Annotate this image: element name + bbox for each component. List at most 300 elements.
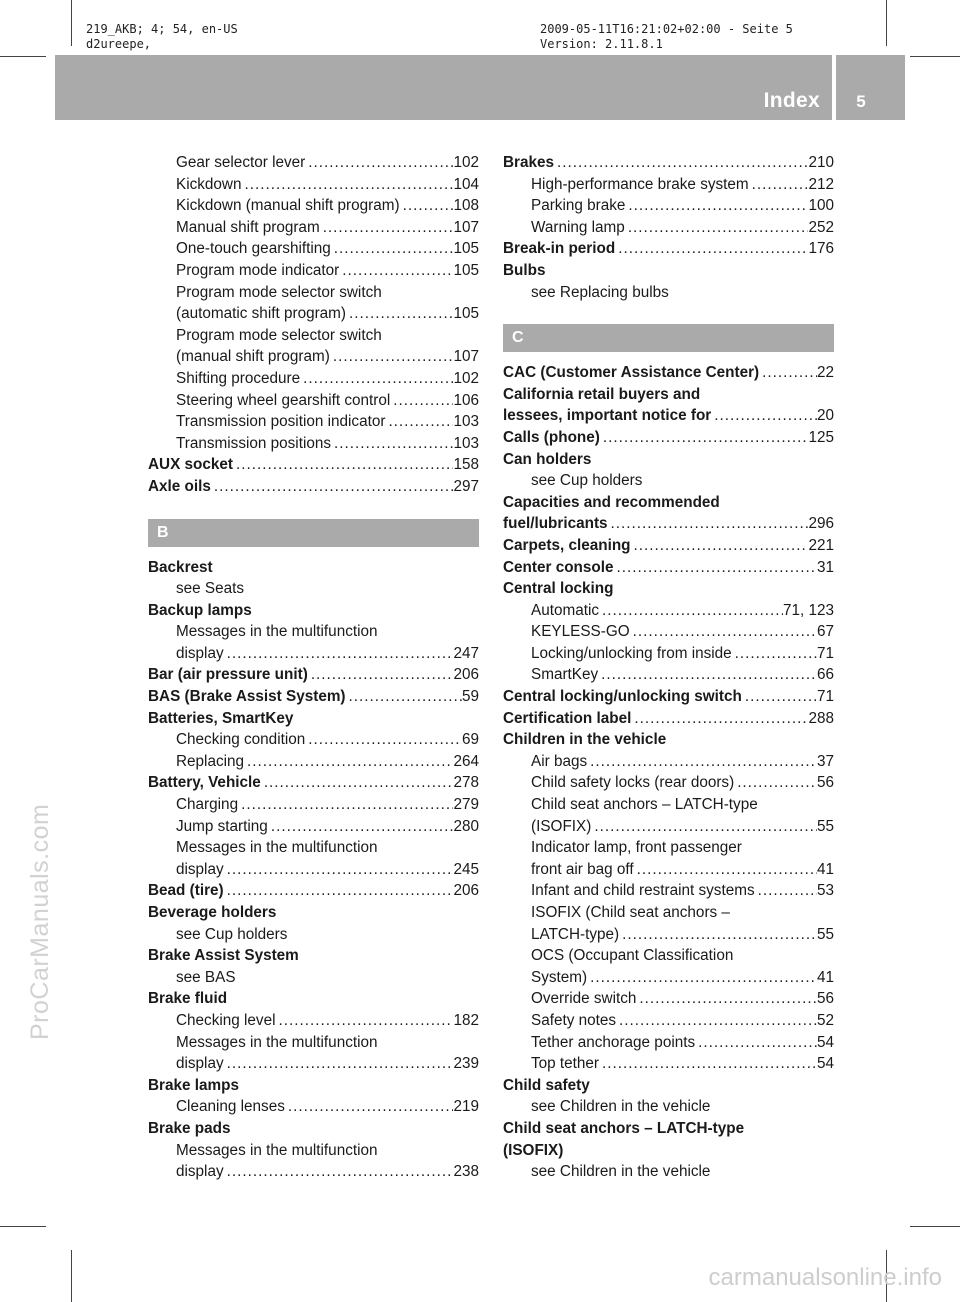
index-subentry [148, 217, 479, 239]
crop-mark [910, 56, 960, 57]
page-reference: 108 [453, 197, 479, 215]
entry-text: Calls (phone) [503, 428, 600, 446]
index-entry [148, 664, 479, 686]
entry-text: Backup lamps [148, 601, 252, 619]
index-subentry [503, 217, 834, 239]
entry-text: Bulbs [503, 261, 546, 279]
index-entry [148, 686, 479, 708]
page-reference: 182 [453, 1011, 479, 1029]
page-reference: 296 [808, 515, 834, 533]
index-column-right [503, 152, 834, 1183]
page-reference: 71 [816, 688, 834, 706]
entry-text: Transmission position indicator [176, 413, 386, 431]
index-subentry [148, 1053, 479, 1075]
index-entry [148, 945, 479, 967]
page-reference: 219 [453, 1098, 479, 1116]
entry-text: see Seats [176, 580, 245, 598]
page-reference: 158 [453, 456, 479, 474]
index-subentry [148, 303, 479, 325]
page-reference: 56 [816, 774, 834, 792]
entry-text: Can holders [503, 450, 592, 468]
page-reference: 103 [453, 434, 479, 452]
entry-text: Messages in the multifunction [176, 1033, 378, 1051]
page-reference: 106 [453, 391, 479, 409]
index-subentry [148, 433, 479, 455]
index-subentry [148, 174, 479, 196]
entry-text: Cleaning lenses [176, 1098, 285, 1116]
entry-text: see Cup holders [531, 472, 643, 490]
index-subentry [148, 1032, 479, 1054]
page-reference: 53 [816, 882, 834, 900]
index-entry [148, 902, 479, 924]
index-entry [503, 557, 834, 579]
page-reference: 105 [453, 261, 479, 279]
crop-mark [71, 0, 72, 46]
crop-mark [0, 1226, 46, 1227]
entry-text: Checking level [176, 1011, 276, 1029]
dot-leader [554, 152, 808, 174]
entry-text: Jump starting [176, 817, 268, 835]
index-subentry [503, 945, 834, 967]
dot-leader [616, 1010, 817, 1032]
page-reference: 245 [453, 860, 479, 878]
index-subentry [503, 1096, 834, 1118]
index-entry [148, 557, 479, 579]
index-entry [503, 384, 834, 406]
index-subentry [503, 470, 834, 492]
entry-text: Bead (tire) [148, 882, 224, 900]
entry-text: Program mode selector switch [176, 326, 382, 344]
dot-leader [630, 621, 817, 643]
dot-leader [244, 751, 453, 773]
page-reference: 55 [816, 925, 834, 943]
page-reference: 221 [808, 536, 834, 554]
dot-leader [625, 217, 809, 239]
page-title: Index [763, 89, 820, 112]
dot-leader [241, 174, 453, 196]
entry-text: (ISOFIX) [503, 1141, 564, 1159]
index-subentry [148, 195, 479, 217]
footer-watermark: carmanualsonline.info [708, 1264, 942, 1291]
page-reference: 210 [808, 154, 834, 171]
dot-leader [224, 1161, 454, 1183]
index-subentry [148, 816, 479, 838]
entry-text: see Cup holders [176, 925, 288, 943]
entry-text: Override switch [531, 990, 637, 1008]
dot-leader [625, 195, 808, 217]
entry-text: see Children in the vehicle [531, 1098, 711, 1116]
entry-text: LATCH-type) [531, 925, 620, 943]
entry-text: Checking condition [176, 731, 306, 749]
index-subentry [503, 621, 834, 643]
page-reference: 22 [816, 364, 834, 382]
entry-text: Shifting procedure [176, 369, 301, 387]
index-entry [503, 405, 834, 427]
dot-leader [275, 1010, 453, 1032]
print-metadata-right [540, 22, 793, 52]
page-reference: 252 [808, 218, 834, 236]
entry-text: Messages in the multifunction [176, 623, 378, 641]
entry-text: Brake pads [148, 1119, 231, 1137]
page-reference: 55 [816, 817, 834, 835]
entry-text: System) [531, 968, 588, 986]
dot-leader [587, 967, 817, 989]
dot-leader [599, 1053, 817, 1075]
entry-text: fuel/lubricants [503, 515, 608, 533]
index-subentry [148, 325, 479, 347]
page-reference: 54 [816, 1055, 834, 1073]
page-reference: 54 [816, 1033, 834, 1051]
dot-leader [631, 708, 808, 730]
index-entry [503, 578, 834, 600]
dot-leader [211, 476, 454, 498]
index-subentry [503, 1010, 834, 1032]
index-entry [503, 686, 834, 708]
index-subentry [503, 772, 834, 794]
page-reference: 31 [816, 558, 834, 576]
entry-text: Infant and child restraint systems [531, 882, 755, 900]
index-entry [148, 600, 479, 622]
entry-text: California retail buyers and [503, 385, 701, 403]
entry-text: front air bag off [531, 860, 634, 878]
section-letter-header: C [503, 324, 834, 352]
dot-leader [591, 816, 817, 838]
index-entry [148, 454, 479, 476]
entry-text: Beverage holders [148, 904, 277, 921]
index-entry [503, 152, 834, 174]
index-subentry [148, 1096, 479, 1118]
index-entry [503, 492, 834, 514]
page-reference: 279 [453, 796, 479, 814]
entry-text: Top tether [531, 1055, 600, 1073]
entry-text: Child safety [503, 1076, 590, 1094]
page-reference: 176 [808, 240, 834, 258]
page-reference: 212 [808, 175, 834, 193]
dot-leader [755, 880, 817, 902]
dot-leader [734, 772, 817, 794]
index-entry [148, 1075, 479, 1097]
dot-leader [268, 816, 454, 838]
page-reference: 264 [453, 752, 479, 770]
index-subentry [503, 1053, 834, 1075]
page-reference: 107 [453, 348, 479, 366]
entry-text: Indicator lamp, front passenger [531, 839, 742, 857]
entry-text: Kickdown [176, 175, 242, 193]
entry-text: Warning lamp [531, 218, 625, 236]
entry-text: Locking/unlocking from inside [531, 644, 732, 662]
index-entry [503, 708, 834, 730]
dot-leader [224, 643, 454, 665]
index-subentry [503, 643, 834, 665]
page-reference: 52 [816, 1011, 834, 1029]
dot-leader [599, 600, 783, 622]
page-reference: 56 [816, 990, 834, 1008]
entry-text: Battery, Vehicle [148, 774, 261, 792]
dot-leader [759, 362, 817, 384]
dot-leader [615, 238, 808, 260]
entry-text: Children in the vehicle [503, 731, 667, 749]
print-metadata-line: 2009-05-11T16:21:02+02:00 - Seite 5 [540, 22, 793, 36]
page-reference: 103 [453, 413, 479, 431]
index-entry [503, 238, 834, 260]
dot-leader [261, 772, 454, 794]
page-reference: 66 [816, 666, 834, 684]
page-reference: 280 [453, 817, 479, 835]
page-reference: 59 [461, 688, 479, 706]
entry-text: Charging [176, 796, 239, 814]
index-subentry [148, 794, 479, 816]
dot-leader [608, 513, 809, 535]
index-subentry [503, 880, 834, 902]
entry-text: (ISOFIX) [531, 817, 592, 835]
entry-text: SmartKey [531, 666, 599, 684]
index-subentry [148, 368, 479, 390]
dot-leader [619, 924, 817, 946]
dot-leader [224, 859, 454, 881]
dot-leader [330, 346, 454, 368]
crop-mark [910, 1226, 960, 1227]
page-reference: 239 [453, 1055, 479, 1073]
dot-leader [233, 454, 453, 476]
entry-text: (manual shift program) [176, 348, 330, 366]
index-entry [503, 729, 834, 751]
entry-text: Brakes [503, 154, 555, 171]
dot-leader [331, 238, 454, 260]
crop-mark [71, 1250, 72, 1302]
page-reference: 105 [453, 240, 479, 258]
entry-text: Brake fluid [148, 990, 228, 1008]
entry-text: Messages in the multifunction [176, 839, 378, 857]
page-reference: 100 [808, 197, 834, 215]
index-subentry [503, 967, 834, 989]
entry-text: Gear selector lever [176, 154, 306, 171]
dot-leader [346, 303, 453, 325]
dot-leader [587, 751, 817, 773]
dot-leader [600, 427, 809, 449]
dot-leader [614, 557, 817, 579]
entry-text: see BAS [176, 968, 236, 986]
dot-leader [320, 217, 454, 239]
crop-mark [886, 0, 887, 46]
index-subentry [503, 664, 834, 686]
index-entry [148, 708, 479, 730]
index-entry [148, 772, 479, 794]
entry-text: see Replacing bulbs [531, 283, 669, 301]
dot-leader [634, 859, 817, 881]
index-subentry [503, 195, 834, 217]
index-entry [503, 449, 834, 471]
entry-text: display [176, 860, 224, 878]
index-subentry [503, 282, 834, 304]
index-entry [148, 988, 479, 1010]
index-entry [503, 535, 834, 557]
page-reference: 41 [816, 860, 834, 878]
entry-text: Capacities and recommended [503, 493, 720, 511]
index-subentry [503, 600, 834, 622]
index-subentry [503, 859, 834, 881]
entry-text: Program mode selector switch [176, 283, 382, 301]
index-entry [148, 1118, 479, 1140]
print-metadata-line: d2ureepe, [86, 37, 152, 51]
entry-text: One-touch gearshifting [176, 240, 331, 258]
index-subentry [503, 174, 834, 196]
index-subentry [148, 282, 479, 304]
dot-leader [636, 988, 817, 1010]
index-entry [503, 1075, 834, 1097]
section-letter-header: B [148, 519, 479, 547]
entry-text: Central locking [503, 580, 614, 598]
index-entry [503, 1140, 834, 1162]
entry-text: Child seat anchors – LATCH-type [503, 1119, 745, 1137]
page-number: 5 [856, 92, 866, 111]
index-subentry [148, 751, 479, 773]
entry-text: Tether anchorage points [531, 1033, 696, 1051]
entry-text: Backrest [148, 558, 213, 576]
entry-text: Steering wheel gearshift control [176, 391, 391, 409]
index-entry [503, 513, 834, 535]
index-subentry [148, 643, 479, 665]
page-reference: 206 [453, 666, 479, 684]
dot-leader [224, 1053, 454, 1075]
index-subentry [148, 729, 479, 751]
entry-text: CAC (Customer Assistance Center) [503, 364, 760, 382]
entry-text: Bar (air pressure unit) [148, 666, 308, 684]
index-subentry [148, 578, 479, 600]
index-subentry [148, 924, 479, 946]
entry-text: Replacing [176, 752, 245, 770]
index-subentry [148, 390, 479, 412]
dot-leader [224, 880, 454, 902]
crop-mark [0, 56, 46, 57]
entry-text: display [176, 1163, 224, 1181]
dot-leader [285, 1096, 454, 1118]
page-reference: 41 [816, 968, 834, 986]
entry-text: Brake Assist System [148, 947, 299, 965]
entry-text: Child seat anchors – LATCH-type [531, 796, 758, 814]
dot-leader [390, 390, 453, 412]
print-metadata-left [86, 22, 238, 52]
index-subentry [503, 1161, 834, 1183]
index-column-left [148, 152, 479, 1183]
page-reference: 104 [453, 175, 479, 193]
dot-leader [305, 152, 453, 174]
dot-leader [749, 174, 809, 196]
dot-leader [695, 1032, 817, 1054]
index-entry [503, 260, 834, 282]
index-subentry [503, 751, 834, 773]
index-subentry [503, 902, 834, 924]
watermark-text: ProCarManuals.com [26, 803, 54, 1040]
entry-text: Kickdown (manual shift program) [176, 197, 400, 215]
page-reference: 71 [816, 644, 834, 662]
index-subentry [148, 346, 479, 368]
entry-text: display [176, 1055, 224, 1073]
entry-text: Safety notes [531, 1011, 617, 1029]
index-entry [503, 362, 834, 384]
dot-leader [711, 405, 817, 427]
dot-leader [238, 794, 453, 816]
entry-text: Child safety locks (rear doors) [531, 774, 735, 792]
index-entry [503, 427, 834, 449]
page-reference: 102 [453, 369, 479, 387]
entry-text: Carpets, cleaning [503, 536, 631, 554]
index-subentry [503, 837, 834, 859]
page-reference: 297 [453, 477, 479, 495]
entry-text: KEYLESS-GO [531, 623, 630, 641]
index-subentry [148, 837, 479, 859]
print-metadata-line: Version: 2.11.8.1 [540, 37, 663, 51]
entry-text: Transmission positions [176, 434, 332, 452]
index-subentry [148, 621, 479, 643]
page-reference: 238 [453, 1163, 479, 1181]
page-reference: 125 [808, 428, 834, 446]
entry-text: AUX socket [148, 456, 234, 474]
entry-text: Manual shift program [176, 218, 320, 236]
dot-leader [346, 686, 462, 708]
entry-text: Batteries, SmartKey [148, 709, 294, 727]
dot-leader [339, 260, 453, 282]
page-reference: 288 [808, 709, 834, 727]
index-subentry [148, 967, 479, 989]
entry-text: Parking brake [531, 197, 626, 215]
index-subentry [503, 924, 834, 946]
entry-text: see Children in the vehicle [531, 1163, 711, 1181]
entry-text: Certification label [503, 709, 632, 727]
page-reference: 206 [453, 882, 479, 900]
index-subentry [503, 1032, 834, 1054]
page-reference: 37 [816, 752, 834, 770]
index-subentry [148, 411, 479, 433]
dot-leader [732, 643, 817, 665]
entry-text: display [176, 644, 224, 662]
page-reference: 247 [453, 644, 479, 662]
dot-leader [305, 729, 462, 751]
entry-text: Break-in period [503, 240, 616, 258]
entry-text: Air bags [531, 752, 588, 770]
entry-text: Axle oils [148, 477, 211, 495]
index-subentry [148, 859, 479, 881]
index-subentry [148, 260, 479, 282]
page-reference: 107 [453, 218, 479, 236]
dot-leader [300, 368, 453, 390]
entry-text: BAS (Brake Assist System) [148, 688, 346, 706]
page-reference: 102 [453, 154, 479, 171]
index-subentry [503, 816, 834, 838]
index-entry [148, 476, 479, 498]
dot-leader [331, 433, 453, 455]
entry-text: Messages in the multifunction [176, 1141, 378, 1159]
page-reference: 69 [461, 731, 479, 749]
print-metadata-line: 219_AKB; 4; 54, en-US [86, 22, 238, 36]
entry-text: Program mode indicator [176, 261, 340, 279]
index-entry [503, 1118, 834, 1140]
entry-text: Center console [503, 558, 614, 576]
page-reference: 278 [453, 774, 479, 792]
dot-leader [742, 686, 817, 708]
entry-text: High-performance brake system [531, 175, 749, 193]
header-band [55, 55, 832, 120]
entry-text: Brake lamps [148, 1076, 239, 1094]
dot-leader [308, 664, 454, 686]
page-reference: 20 [816, 407, 834, 425]
entry-text: (automatic shift program) [176, 305, 347, 323]
entry-text: Central locking/unlocking switch [503, 688, 742, 706]
index-subentry [503, 794, 834, 816]
dot-leader [385, 411, 453, 433]
index-subentry [503, 988, 834, 1010]
entry-text: ISOFIX (Child seat anchors – [531, 904, 730, 921]
index-subentry [148, 238, 479, 260]
